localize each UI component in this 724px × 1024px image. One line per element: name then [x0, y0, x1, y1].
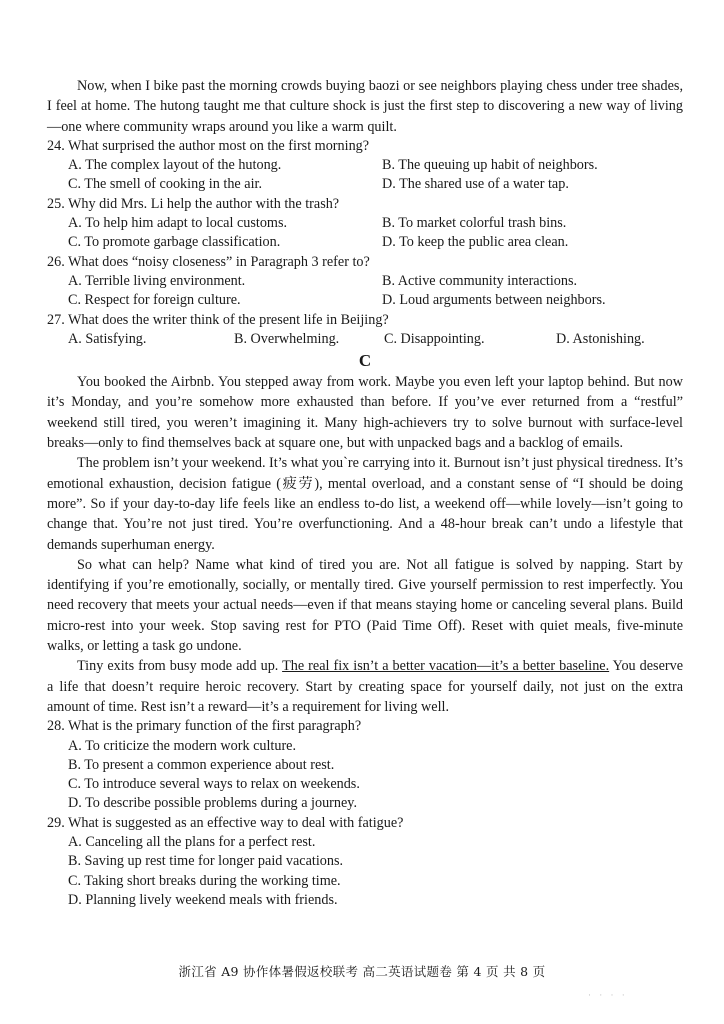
passage-b-final-paragraph: Now, when I bike past the morning crowds buying baozi or see neighbors playing chess under tree shades, I feel at home. The hutong taught me that culture shock is just the first step to discovering a new way of living—one where community wraps around you like a warm quilt.	[47, 78, 683, 135]
question-stem: 24. What surprised the author most on the first morning?	[47, 137, 370, 154]
page-footer: 浙江省 A9 协作体暑假返校联考 高二英语试题卷 第 4 页 共 8 页	[178, 964, 546, 979]
options-grid	[47, 272, 683, 311]
question-stem: 25. Why did Mrs. Li help the author with the trash?	[47, 195, 340, 212]
passage-c-paragraph-1: You booked the Airbnb. You stepped away from work. Maybe you even left your laptop behind. But now it’s Monday, and you’re somehow more exhausted than before. If you’ve ever returned from a “restful” weekend still tired, you weren’t imagining it. Many high-achievers try to solve burnout with surface-level breaks—only to find themselves back at square one, but with unpacked bags and a backlog of emails.	[47, 374, 683, 452]
option-b: B. To present a common experience about rest.	[68, 756, 335, 773]
option-c: C. To promote garbage classification.	[68, 234, 281, 251]
option-b: B. To market colorful trash bins.	[382, 215, 567, 232]
question-26	[47, 253, 683, 311]
question-stem: 29. What is suggested as an effective way to deal with fatigue?	[47, 814, 404, 831]
options-row	[47, 330, 683, 349]
option-c: C. Respect for foreign culture.	[68, 292, 241, 309]
option-d: D. The shared use of a water tap.	[382, 176, 569, 193]
option-c: C. Taking short breaks during the working time.	[68, 872, 341, 889]
question-stem: 26. What does “noisy closeness” in Paragraph 3 refer to?	[47, 253, 370, 270]
option-d: D. To keep the public area clean.	[382, 234, 569, 251]
option-c: C. The smell of cooking in the air.	[68, 176, 262, 193]
passage-c-paragraph-4	[47, 656, 683, 717]
paragraph-text: Tiny exits from busy mode add up.	[77, 658, 283, 675]
option-c: C. To introduce several ways to relax on weekends.	[68, 776, 360, 793]
underlined-sentence: The real fix isn’t a better vacation—it’s a better baseline.	[282, 658, 610, 675]
option-a: A. Canceling all the plans for a perfect rest.	[68, 833, 316, 850]
question-stem: 28. What is the primary function of the first paragraph?	[47, 718, 362, 735]
scan-smudge: · · · ·	[588, 990, 628, 1000]
options-grid	[47, 156, 683, 195]
option-d: D. Astonishing.	[556, 330, 645, 347]
option-a: A. Satisfying.	[68, 330, 147, 347]
option-a: A. Terrible living environment.	[68, 272, 246, 289]
question-stem: 27. What does the writer think of the present life in Beijing?	[47, 311, 389, 328]
option-d: D. Planning lively weekend meals with friends.	[68, 891, 338, 908]
paragraph-text: You deserve a life that doesn’t require heroic recovery. Start by creating space for yourself daily, not just on the extra amount of time. Rest isn’t a reward—it’s a requirement for living well.	[47, 658, 683, 715]
option-b: B. Overwhelming.	[234, 330, 340, 347]
option-d: D. To describe possible problems during a journey.	[68, 795, 358, 812]
option-a: A. To help him adapt to local customs.	[68, 215, 288, 232]
option-b: B. The queuing up habit of neighbors.	[382, 157, 598, 174]
option-a: A. To criticize the modern work culture.	[68, 737, 297, 754]
option-b: B. Active community interactions.	[382, 272, 578, 289]
question-29	[47, 814, 683, 910]
option-a: A. The complex layout of the hutong.	[68, 157, 282, 174]
question-27	[47, 311, 683, 350]
passage-c-paragraph-2: The problem isn’t your weekend. It’s what you`re carrying into it. Burnout isn’t just physical tiredness. It’s emotional exhaustion, decision fatigue (疲劳), mental overload, and a constant sense of “I should be doing more”. So if your day-to-day life feels like an endless to-do list, a weekend off—while lovely—isn’t going to change that. You’re not just tired. You’re overfunctioning. And a 48-hour break can’t undo a lifestyle that demands superhuman energy.	[47, 455, 683, 553]
question-24	[47, 137, 683, 195]
option-b: B. Saving up rest time for longer paid vacations.	[68, 853, 344, 870]
exam-page	[47, 76, 683, 910]
option-d: D. Loud arguments between neighbors.	[382, 292, 606, 309]
section-label-c: C	[358, 351, 372, 371]
options-grid	[47, 214, 683, 253]
passage-c-paragraph-3: So what can help? Name what kind of tired you are. Not all fatigue is solved by napping. Start by identifying if you’re emotionally, socially, or mentally tired. Give yourself permission to rest imperfectly. You need recovery that meets your actual needs—even if that means staying home or canceling several plans. Build micro-rest into your week. Stop saving rest for PTO (Paid Time Off). Reset with quiet meals, five-minute walks, or letting a task go undone.	[47, 556, 683, 655]
question-28	[47, 717, 683, 813]
option-c: C. Disappointing.	[384, 330, 485, 347]
question-25	[47, 195, 683, 253]
